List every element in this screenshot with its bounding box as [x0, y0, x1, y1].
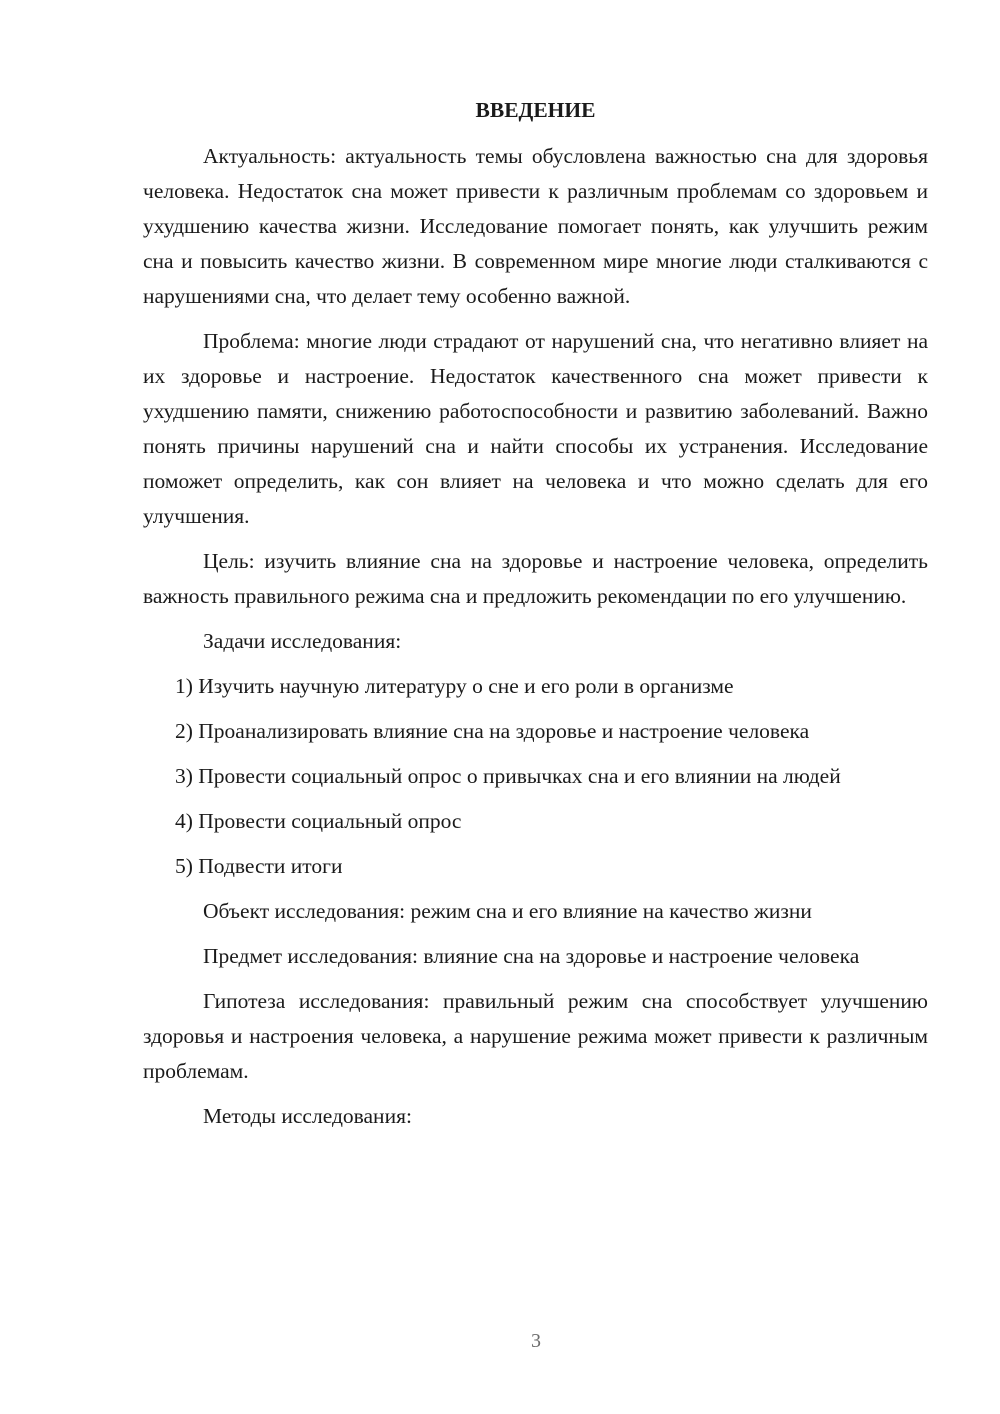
task-item-1: 1) Изучить научную литературу о сне и его роли в организме	[175, 674, 734, 698]
tasks-heading: Задачи исследования:	[203, 629, 402, 653]
page-number: 3	[531, 1330, 541, 1352]
problem-paragraph: Проблема: многие люди страдают от нарушений сна, что негативно влияет на их здоровье и настроение. Недостаток качественного сна может привести к ухудшению памяти, снижению работоспособности и развитию заболеваний. Важно понять причины нарушений сна и найти способы их устранения. Исследование поможет определить, как сон влияет на человека и что можно сделать для его улучшения.	[143, 329, 928, 528]
task-item-3: 3) Провести социальный опрос о привычках сна и его влиянии на людей	[175, 764, 841, 788]
task-item-2: 2) Проанализировать влияние сна на здоровье и настроение человека	[175, 719, 810, 743]
object-paragraph: Объект исследования: режим сна и его влияние на качество жизни	[203, 899, 812, 923]
relevance-paragraph: Актуальность: актуальность темы обусловлена важностью сна для здоровья человека. Недостаток сна может привести к различным проблемам со здоровьем и ухудшению качества жизни. Исследование помогает понять, как улучшить режим сна и повысить качество жизни. В современном мире многие люди сталкиваются с нарушениями сна, что делает тему особенно важной.	[143, 144, 928, 308]
document-page	[143, 95, 928, 1144]
task-item-5: 5) Подвести итоги	[175, 854, 343, 878]
goal-paragraph: Цель: изучить влияние сна на здоровье и настроение человека, определить важность правильного режима сна и предложить рекомендации по его улучшению.	[143, 549, 928, 608]
subject-paragraph: Предмет исследования: влияние сна на здоровье и настроение человека	[203, 944, 860, 968]
section-title: ВВЕДЕНИЕ	[475, 98, 596, 122]
hypothesis-paragraph: Гипотеза исследования: правильный режим сна способствует улучшению здоровья и настроения человека, а нарушение режима может привести к различным проблемам.	[143, 989, 928, 1083]
methods-heading: Методы исследования:	[203, 1104, 412, 1128]
task-item-4: 4) Провести социальный опрос	[175, 809, 462, 833]
